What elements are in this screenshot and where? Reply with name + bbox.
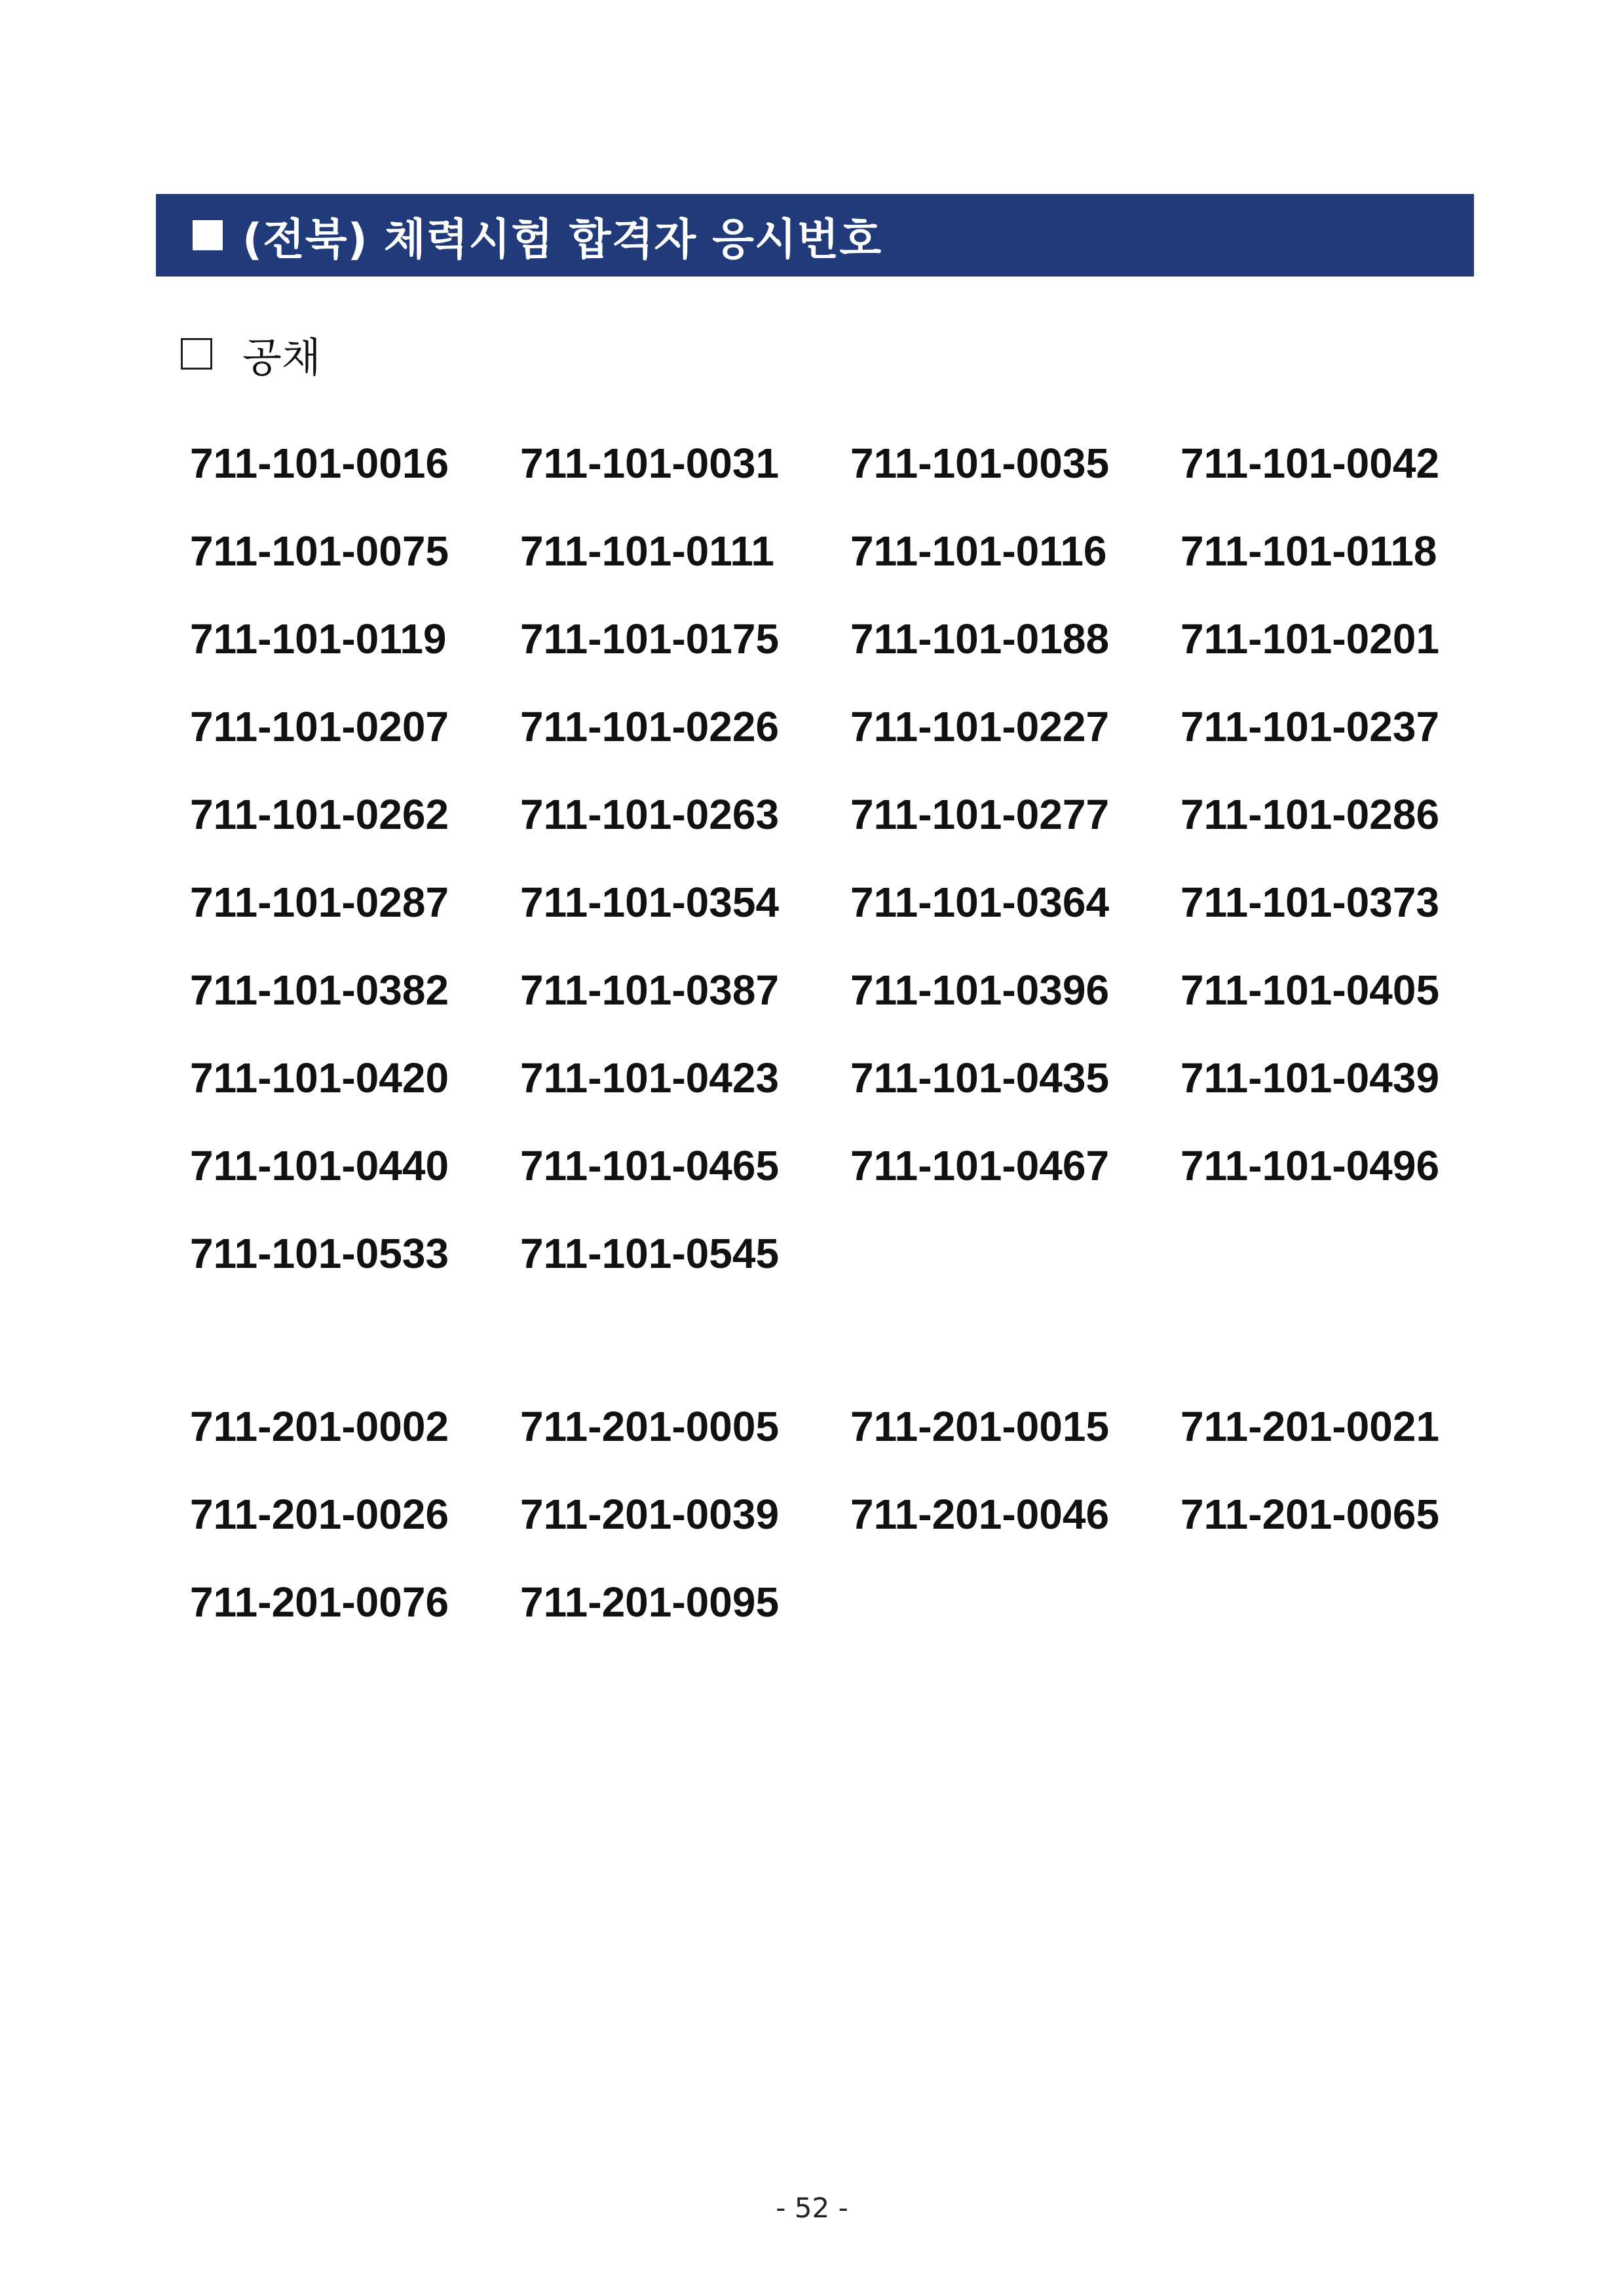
subsection-label xyxy=(181,328,321,380)
exam-number: 711-101-0119 xyxy=(190,615,447,662)
exam-number: 711-201-0026 xyxy=(190,1491,449,1538)
exam-number: 711-201-0005 xyxy=(520,1403,780,1450)
subsection-title: 공채 xyxy=(242,333,321,381)
exam-number: 711-101-0387 xyxy=(520,966,780,1014)
exam-number: 711-201-0076 xyxy=(190,1578,449,1626)
exam-number: 711-101-0286 xyxy=(1180,791,1440,838)
exam-number: 711-101-0382 xyxy=(190,966,449,1014)
exam-number: 711-201-0065 xyxy=(1180,1491,1440,1538)
exam-number: 711-201-0095 xyxy=(520,1578,780,1626)
page-number: - 52 - xyxy=(776,2192,848,2224)
exam-number: 711-101-0175 xyxy=(520,615,780,662)
section-title-bar xyxy=(156,194,1474,277)
exam-number: 711-101-0354 xyxy=(520,879,780,926)
exam-number: 711-101-0016 xyxy=(190,440,449,487)
exam-number: 711-201-0021 xyxy=(1180,1403,1440,1450)
exam-number: 711-101-0545 xyxy=(520,1230,780,1277)
exam-number: 711-101-0226 xyxy=(520,703,780,750)
exam-number-list-201 xyxy=(190,1383,1511,1646)
exam-number: 711-101-0496 xyxy=(1180,1142,1440,1189)
exam-number: 711-101-0467 xyxy=(850,1142,1110,1189)
exam-number-list-101 xyxy=(190,419,1511,1297)
checkbox-bullet-icon xyxy=(181,338,212,370)
exam-number: 711-101-0035 xyxy=(850,440,1110,487)
exam-number: 711-101-0277 xyxy=(850,791,1110,838)
exam-number: 711-101-0075 xyxy=(190,527,449,575)
exam-number: 711-101-0533 xyxy=(190,1230,449,1277)
exam-number: 711-101-0423 xyxy=(520,1054,780,1101)
exam-number: 711-101-0031 xyxy=(520,440,780,487)
exam-number: 711-101-0287 xyxy=(190,879,449,926)
exam-number: 711-101-0111 xyxy=(520,527,774,575)
exam-number: 711-101-0439 xyxy=(1180,1054,1440,1101)
exam-number: 711-101-0435 xyxy=(850,1054,1110,1101)
square-bullet-icon xyxy=(193,220,223,250)
exam-number: 711-101-0440 xyxy=(190,1142,449,1189)
exam-number: 711-101-0188 xyxy=(850,615,1110,662)
exam-number: 711-201-0015 xyxy=(850,1403,1110,1450)
exam-number: 711-101-0405 xyxy=(1180,966,1440,1014)
exam-number: 711-101-0263 xyxy=(520,791,780,838)
exam-number: 711-101-0227 xyxy=(850,703,1110,750)
exam-number: 711-201-0046 xyxy=(850,1491,1110,1538)
exam-number: 711-101-0465 xyxy=(520,1142,780,1189)
exam-number: 711-201-0002 xyxy=(190,1403,449,1450)
exam-number: 711-201-0039 xyxy=(520,1491,780,1538)
exam-number: 711-101-0396 xyxy=(850,966,1110,1014)
exam-number: 711-101-0262 xyxy=(190,791,449,838)
exam-number: 711-101-0373 xyxy=(1180,879,1440,926)
exam-number: 711-101-0237 xyxy=(1180,703,1440,750)
section-title: (전북) 체력시험 합격자 응시번호 xyxy=(242,214,882,265)
exam-number: 711-101-0420 xyxy=(190,1054,449,1101)
exam-number: 711-101-0364 xyxy=(850,879,1110,926)
exam-number: 711-101-0201 xyxy=(1180,615,1440,662)
exam-number: 711-101-0118 xyxy=(1180,527,1437,575)
exam-number: 711-101-0207 xyxy=(190,703,449,750)
exam-number: 711-101-0042 xyxy=(1180,440,1440,487)
exam-number: 711-101-0116 xyxy=(850,527,1107,575)
